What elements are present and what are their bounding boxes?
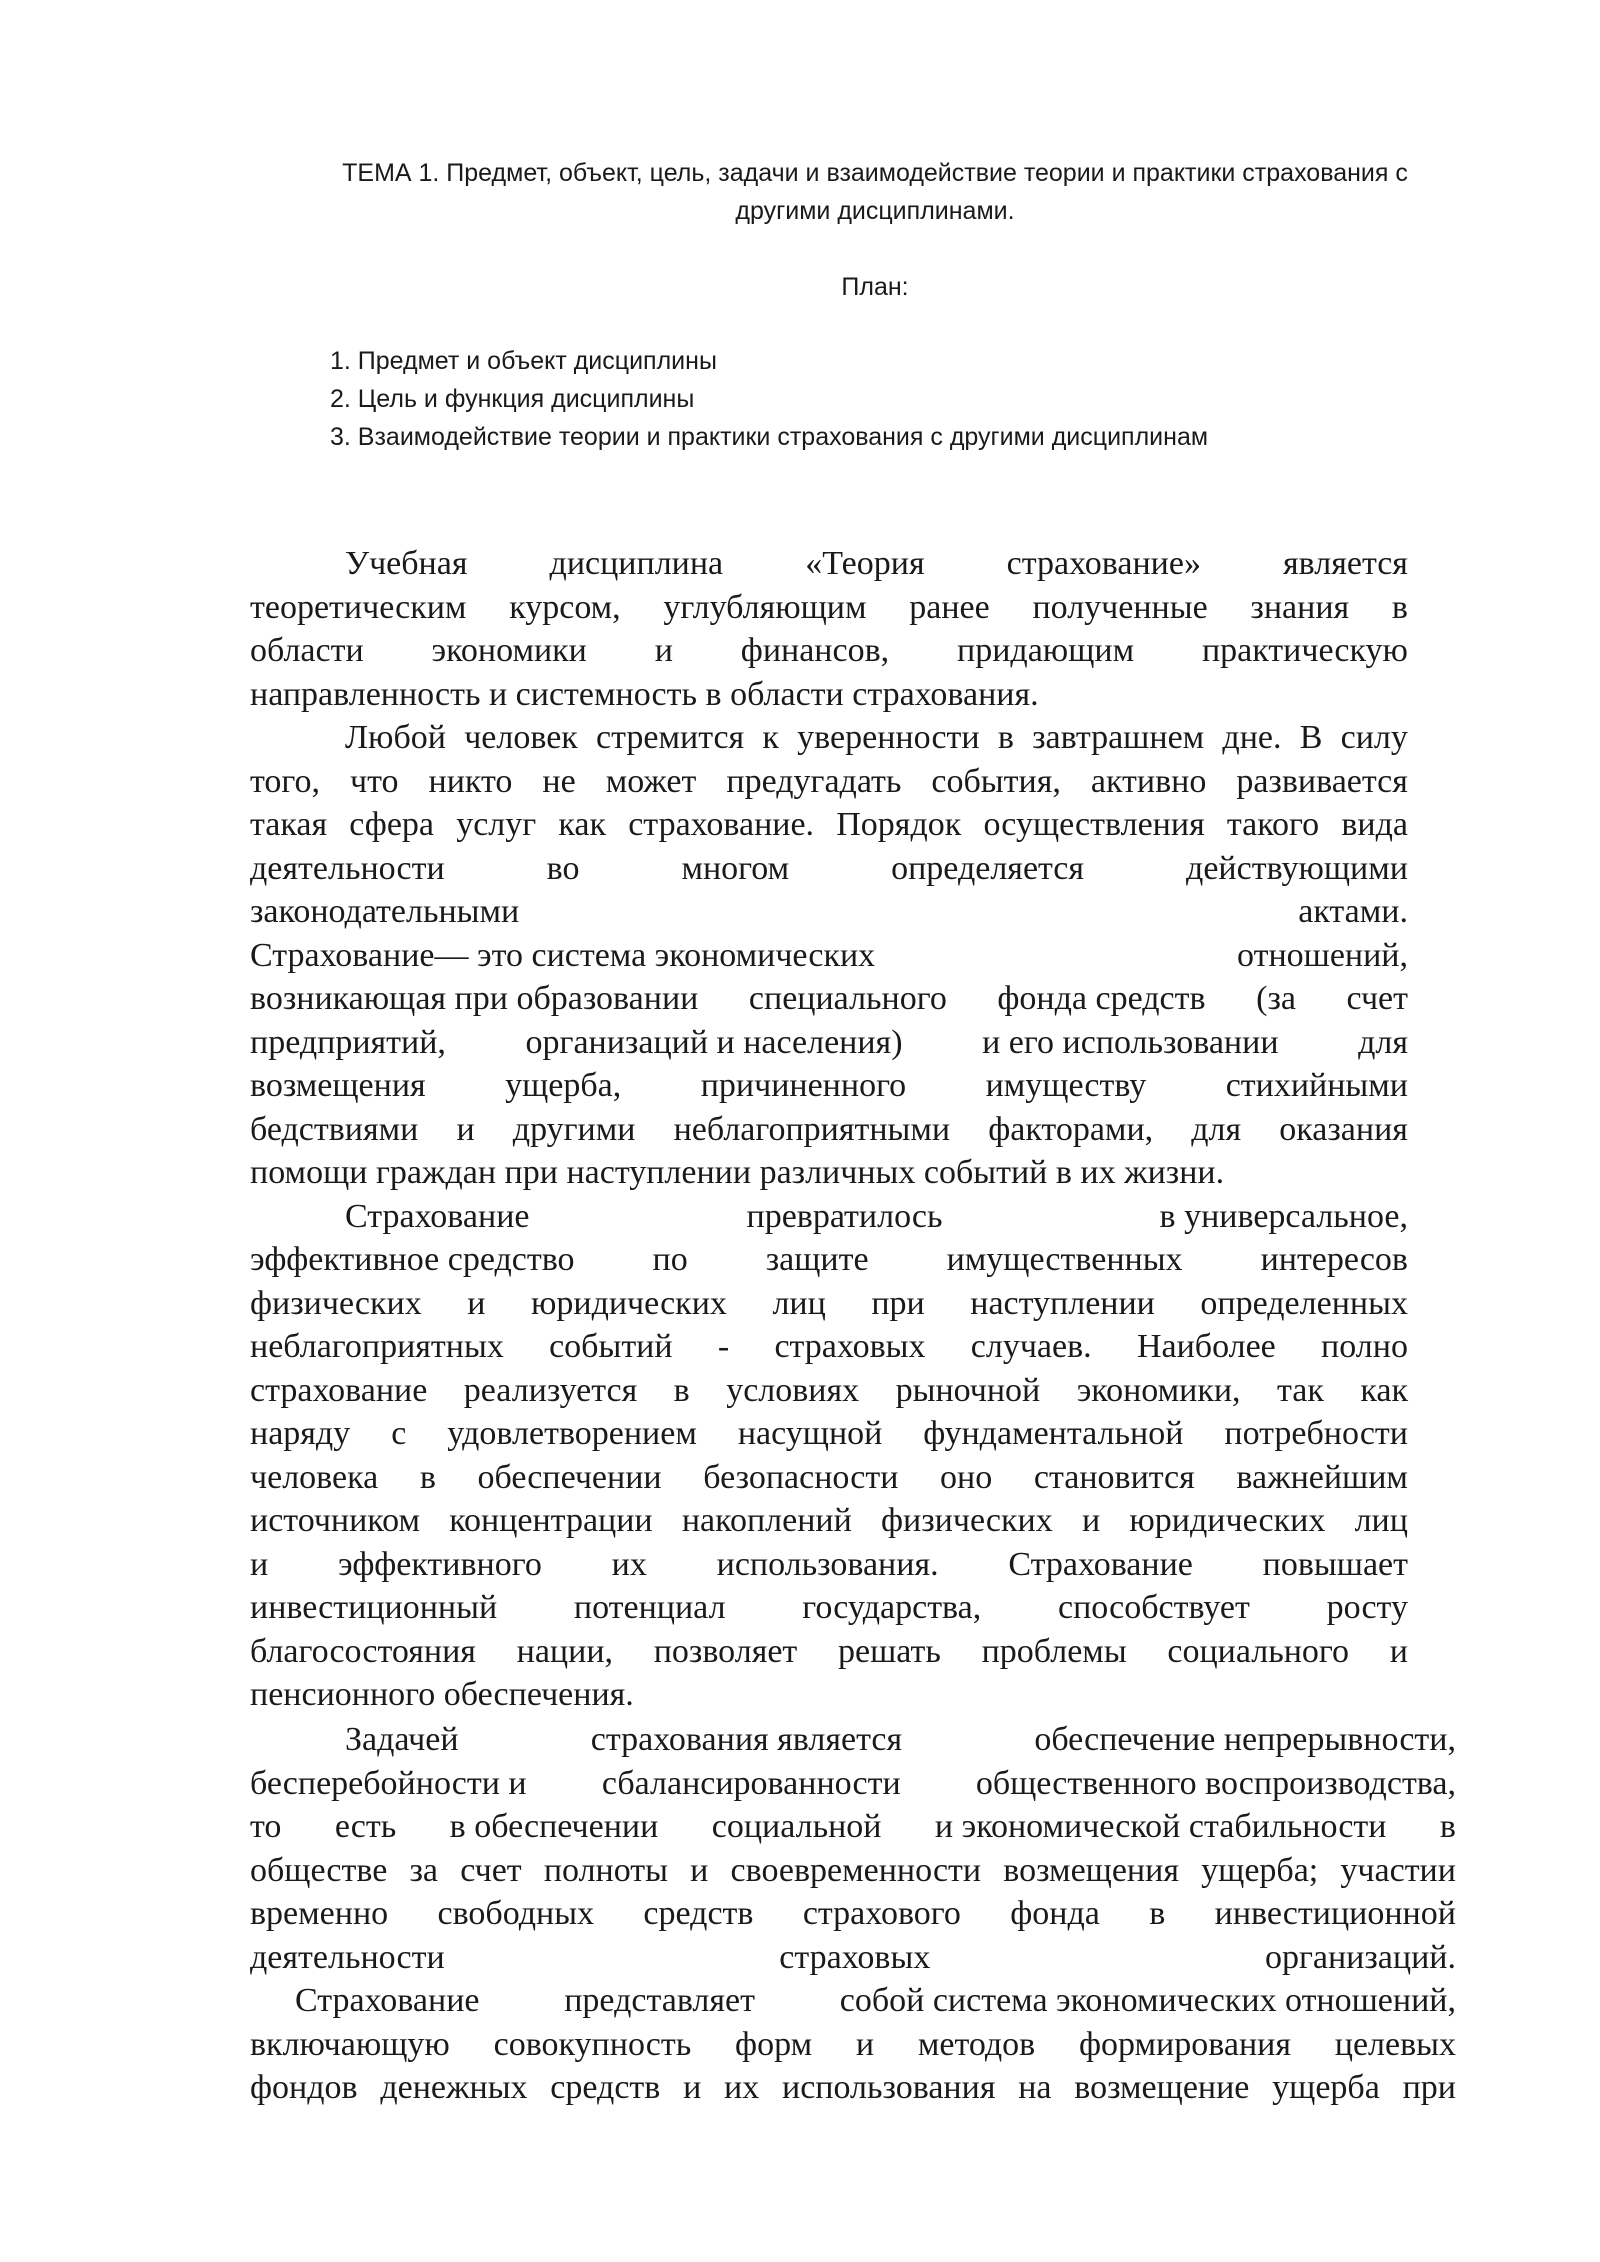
body-line: [250, 803, 1408, 847]
body-line: [250, 1456, 1408, 1500]
body-line: [250, 934, 1408, 978]
body-word: Задачей: [345, 1721, 459, 1758]
body-word: концентрации: [449, 1502, 653, 1539]
body-word: методов: [917, 2025, 1036, 2063]
body-word: потенциал: [573, 1589, 726, 1626]
body-word: повышает: [1262, 1545, 1408, 1583]
body-line: [250, 1238, 1408, 1282]
body-word: не: [542, 762, 576, 800]
body-word: Наиболее: [1136, 1328, 1276, 1365]
body-word: деятельности: [250, 1938, 445, 1976]
body-word: лиц: [772, 1284, 826, 1322]
body-line: [250, 1282, 1408, 1326]
body-word: инвестиционной: [1214, 1895, 1456, 1932]
body-word: в: [997, 719, 1014, 756]
body-word: ранее: [909, 588, 990, 626]
body-word: решать: [838, 1632, 941, 1670]
body-word: и: [467, 1284, 486, 1322]
body-word: практическую: [1201, 632, 1408, 669]
body-word: человек: [464, 719, 578, 756]
body-word: бедствиями: [250, 1110, 419, 1148]
body-word: страхование.: [628, 806, 815, 843]
plan-heading: План:: [841, 273, 909, 301]
body-line: [250, 1979, 1456, 2023]
body-line: [250, 1151, 1408, 1195]
body-word: государства,: [802, 1589, 982, 1626]
body-line: [250, 1064, 1408, 1108]
body-word: Порядок: [836, 806, 962, 843]
body-word: оказания: [1279, 1110, 1408, 1148]
body-word: деятельности: [250, 849, 445, 887]
body-word: неблагоприятных: [250, 1328, 504, 1365]
body-word: позволяет: [653, 1632, 798, 1670]
body-line: [250, 1108, 1408, 1152]
body-word: и экономической стабильности: [934, 1808, 1387, 1845]
body-word: осуществления: [983, 806, 1205, 843]
topic-title-line-2: другими дисциплинами.: [735, 197, 1015, 225]
body-word: случаев.: [970, 1328, 1092, 1365]
body-word: и: [855, 2025, 875, 2063]
body-word: становится: [1033, 1458, 1195, 1496]
body-word: дне.: [1222, 719, 1282, 756]
body-line: [250, 1936, 1456, 1980]
body-word: законодательными: [250, 893, 520, 930]
body-word: фонда: [1010, 1895, 1100, 1932]
body-word: как: [558, 806, 607, 843]
body-word: и: [683, 2069, 702, 2106]
body-word: условиях: [726, 1371, 860, 1409]
body-word: многом: [681, 849, 790, 887]
body-word: -: [717, 1328, 730, 1365]
body-word: страхования является: [590, 1721, 903, 1758]
body-word: пенсионного обеспечения.: [250, 1676, 634, 1713]
body-line: [250, 1586, 1408, 1630]
body-word: средств: [643, 1895, 754, 1932]
body-word: совокупность: [493, 2025, 692, 2063]
body-word: во: [546, 849, 580, 887]
body-word: экономики: [431, 632, 587, 669]
body-word: другими: [512, 1110, 636, 1148]
body-word: имуществу: [985, 1067, 1147, 1104]
body-text-block-1: [250, 542, 1408, 1717]
body-word: социального: [1167, 1632, 1350, 1670]
body-word: фондов: [250, 2069, 358, 2106]
body-word: удовлетворением: [447, 1415, 697, 1452]
body-word: юридических: [530, 1284, 727, 1322]
body-word: денежных: [380, 2069, 528, 2106]
body-word: активно: [1090, 762, 1207, 800]
plan-item: 3. Взаимодействие теории и практики страхования с другими дисциплинам: [330, 423, 1209, 451]
body-word: имущественных: [946, 1241, 1183, 1278]
body-word: по: [652, 1241, 688, 1278]
body-word: полноты: [543, 1851, 668, 1889]
body-word: превратилось: [746, 1197, 943, 1235]
body-word: в обеспечении: [449, 1808, 659, 1845]
body-word: в универсальное,: [1159, 1197, 1408, 1235]
body-word: счет: [460, 1851, 522, 1889]
body-word: причиненного: [700, 1067, 907, 1104]
body-word: способствует: [1057, 1589, 1250, 1626]
body-word: актами.: [1298, 893, 1408, 930]
body-line: [250, 1762, 1456, 1806]
body-word: и его использовании: [982, 1023, 1279, 1061]
body-word: возмещения: [1003, 1851, 1179, 1889]
body-word: сфера: [349, 806, 435, 843]
body-word: в: [1439, 1808, 1456, 1845]
body-word: Страхование: [345, 1197, 530, 1235]
body-line: [250, 2066, 1456, 2110]
body-word: помощи граждан при наступлении различных событий в их жизни.: [250, 1154, 1225, 1191]
body-word: лиц: [1354, 1502, 1408, 1539]
body-word: для: [1191, 1110, 1242, 1148]
body-line: [250, 2023, 1456, 2067]
body-word: и: [690, 1851, 709, 1889]
body-word: определенных: [1200, 1284, 1408, 1322]
body-word: экономики,: [1076, 1371, 1241, 1409]
body-word: возникающая при образовании: [250, 980, 699, 1017]
body-word: фонда средств: [997, 980, 1206, 1017]
body-word: (за: [1256, 980, 1296, 1017]
body-word: обеспечение непрерывности,: [1034, 1721, 1456, 1758]
body-word: Любой: [345, 719, 446, 756]
body-word: наряду: [250, 1415, 351, 1452]
body-word: оно: [940, 1458, 993, 1496]
body-word: направленность и системность в области страхования.: [250, 675, 1039, 713]
body-word: событий: [549, 1328, 673, 1365]
body-word: услуг: [456, 806, 537, 843]
body-word: защите: [765, 1241, 869, 1278]
body-word: к: [762, 719, 779, 756]
body-line: [250, 542, 1408, 586]
body-word: определяется: [891, 849, 1085, 887]
body-word: временно: [250, 1895, 389, 1932]
body-word: в: [1149, 1895, 1166, 1932]
body-word: социальной: [711, 1808, 882, 1845]
body-word: страхование: [250, 1371, 428, 1409]
body-word: развивается: [1236, 762, 1408, 800]
body-word: на: [1018, 2069, 1052, 2106]
body-text-block-2: [250, 1718, 1456, 2110]
body-line: [250, 1195, 1408, 1239]
body-word: наступлении: [970, 1284, 1155, 1322]
body-word: за: [409, 1851, 439, 1889]
body-word: события,: [931, 762, 1061, 800]
body-word: собой система экономических отношений,: [839, 1982, 1456, 2019]
body-word: теоретическим: [250, 588, 467, 626]
body-word: знания: [1250, 588, 1350, 626]
body-word: сбалансированности: [601, 1764, 901, 1802]
body-word: ущерба: [1272, 2069, 1380, 2106]
body-word: возмещения: [250, 1067, 426, 1104]
body-word: никто: [428, 762, 513, 800]
body-word: безопасности: [703, 1458, 899, 1496]
body-line: [250, 586, 1408, 630]
body-word: стихийными: [1225, 1067, 1408, 1104]
body-word: благосостояния: [250, 1632, 476, 1670]
body-word: Страхование— это система экономических: [250, 936, 876, 974]
body-word: с: [391, 1415, 407, 1452]
body-word: включающую: [250, 2025, 450, 2063]
body-word: как: [1360, 1371, 1408, 1409]
body-word: полученные: [1032, 588, 1208, 626]
body-word: эффективное средство: [250, 1241, 575, 1278]
body-word: источником: [250, 1502, 420, 1539]
body-word: факторами,: [988, 1110, 1154, 1148]
body-word: средств: [550, 2069, 661, 2106]
body-word: страхового: [802, 1895, 961, 1932]
body-word: нации,: [516, 1632, 614, 1670]
body-word: счет: [1346, 980, 1408, 1017]
body-word: рыночной: [895, 1371, 1041, 1409]
body-word: ущерба,: [505, 1067, 622, 1104]
body-word: реализуется: [463, 1371, 638, 1409]
body-word: организаций и населения): [525, 1023, 903, 1061]
body-line: [250, 1630, 1408, 1674]
body-word: общественного воспроизводства,: [975, 1764, 1456, 1802]
body-word: Страхование: [295, 1982, 480, 2019]
body-line: [250, 1892, 1456, 1936]
body-word: в: [673, 1371, 690, 1409]
body-word: человека: [250, 1458, 379, 1496]
body-word: страховых: [774, 1328, 926, 1365]
body-word: курсом,: [509, 588, 621, 626]
body-word: обеспечении: [477, 1458, 662, 1496]
body-word: финансов,: [740, 632, 890, 669]
body-word: использования.: [716, 1545, 939, 1583]
body-line: [250, 1805, 1456, 1849]
body-line: [250, 1543, 1408, 1587]
body-word: ущерба;: [1201, 1851, 1319, 1889]
body-word: так: [1277, 1371, 1324, 1409]
body-word: предугадать: [726, 762, 902, 800]
plan-item: 1. Предмет и объект дисциплины: [330, 347, 717, 375]
body-word: при: [871, 1284, 925, 1322]
body-line: [250, 1849, 1456, 1893]
body-word: потребности: [1224, 1415, 1408, 1452]
body-word: физических: [250, 1284, 422, 1322]
body-word: дисциплина: [549, 545, 724, 582]
body-word: действующими: [1186, 849, 1408, 887]
body-word: завтрашнем: [1032, 719, 1205, 756]
body-word: в: [1391, 588, 1408, 626]
body-line: [250, 673, 1408, 717]
body-word: страхование»: [1006, 545, 1201, 582]
plan-list: [330, 342, 1208, 456]
body-line: [250, 1412, 1408, 1456]
body-word: придающим: [957, 632, 1135, 669]
body-word: инвестиционный: [250, 1589, 498, 1626]
body-word: для: [1358, 1023, 1408, 1061]
body-word: целевых: [1334, 2025, 1456, 2063]
body-word: проблемы: [981, 1632, 1127, 1670]
body-word: является: [1283, 545, 1408, 582]
body-line: [250, 1369, 1408, 1413]
body-word: специального: [748, 980, 947, 1017]
body-line: [250, 847, 1408, 891]
body-word: формирования: [1079, 2025, 1291, 2063]
body-word: важнейшим: [1236, 1458, 1408, 1496]
body-word: форм: [735, 2025, 813, 2063]
topic-title-line-1: ТЕМА 1. Предмет, объект, цель, задачи и взаимодействие теории и практики страхования с: [342, 159, 1408, 187]
body-word: их: [611, 1545, 647, 1583]
body-word: вида: [1341, 806, 1408, 843]
body-word: может: [605, 762, 697, 800]
body-line: [250, 716, 1408, 760]
body-word: эффективного: [338, 1545, 542, 1583]
body-word: есть: [334, 1808, 397, 1845]
body-word: и: [1389, 1632, 1408, 1670]
topic-title: [250, 154, 1500, 230]
body-word: Учебная: [345, 545, 468, 582]
body-word: и: [654, 632, 673, 669]
body-word: Страхование: [1008, 1545, 1193, 1583]
body-word: и: [456, 1110, 475, 1148]
body-word: предприятий,: [250, 1023, 446, 1061]
body-word: «Теория: [805, 545, 925, 582]
body-word: возмещение: [1074, 2069, 1250, 2106]
body-line: [250, 1718, 1456, 1762]
body-word: обществе: [250, 1851, 388, 1889]
body-word: своевременности: [730, 1851, 982, 1889]
body-word: стремится: [596, 719, 745, 756]
body-word: насущной: [737, 1415, 883, 1452]
body-word: углубляющим: [663, 588, 867, 626]
body-word: что: [350, 762, 399, 800]
body-word: силу: [1340, 719, 1408, 756]
body-line: [250, 1499, 1408, 1543]
body-word: интересов: [1260, 1241, 1408, 1278]
plan-item: 2. Цель и функция дисциплины: [330, 385, 695, 413]
body-word: полно: [1321, 1328, 1408, 1365]
body-word: и: [250, 1545, 269, 1583]
body-word: накоплений: [681, 1502, 852, 1539]
body-word: использования: [782, 2069, 996, 2106]
body-word: росту: [1326, 1589, 1408, 1626]
body-line: [250, 760, 1408, 804]
body-word: и: [1081, 1502, 1101, 1539]
body-word: то: [250, 1808, 282, 1845]
body-word: в: [419, 1458, 436, 1496]
body-word: области: [250, 632, 364, 669]
body-word: такого: [1226, 806, 1320, 843]
body-word: участии: [1340, 1851, 1456, 1889]
body-line: [250, 1021, 1408, 1065]
body-line: [250, 977, 1408, 1021]
body-word: В: [1299, 719, 1323, 756]
body-word: отношений,: [1237, 936, 1408, 974]
body-word: уверенности: [797, 719, 980, 756]
body-word: страховых: [779, 1938, 931, 1976]
body-word: неблагоприятными: [673, 1110, 951, 1148]
body-word: их: [724, 2069, 760, 2106]
body-word: того,: [250, 762, 321, 800]
body-word: свободных: [437, 1895, 595, 1932]
body-word: юридических: [1129, 1502, 1326, 1539]
body-word: физических: [881, 1502, 1053, 1539]
body-line: [250, 1325, 1408, 1369]
body-word: организаций.: [1264, 1938, 1456, 1976]
body-word: фундаментальной: [923, 1415, 1184, 1452]
body-line: [250, 629, 1408, 673]
body-word: при: [1402, 2069, 1456, 2106]
body-word: бесперебойности и: [250, 1764, 527, 1802]
body-word: такая: [250, 806, 328, 843]
body-line: [250, 890, 1408, 934]
body-line: [250, 1673, 1408, 1717]
body-word: представляет: [564, 1982, 755, 2019]
